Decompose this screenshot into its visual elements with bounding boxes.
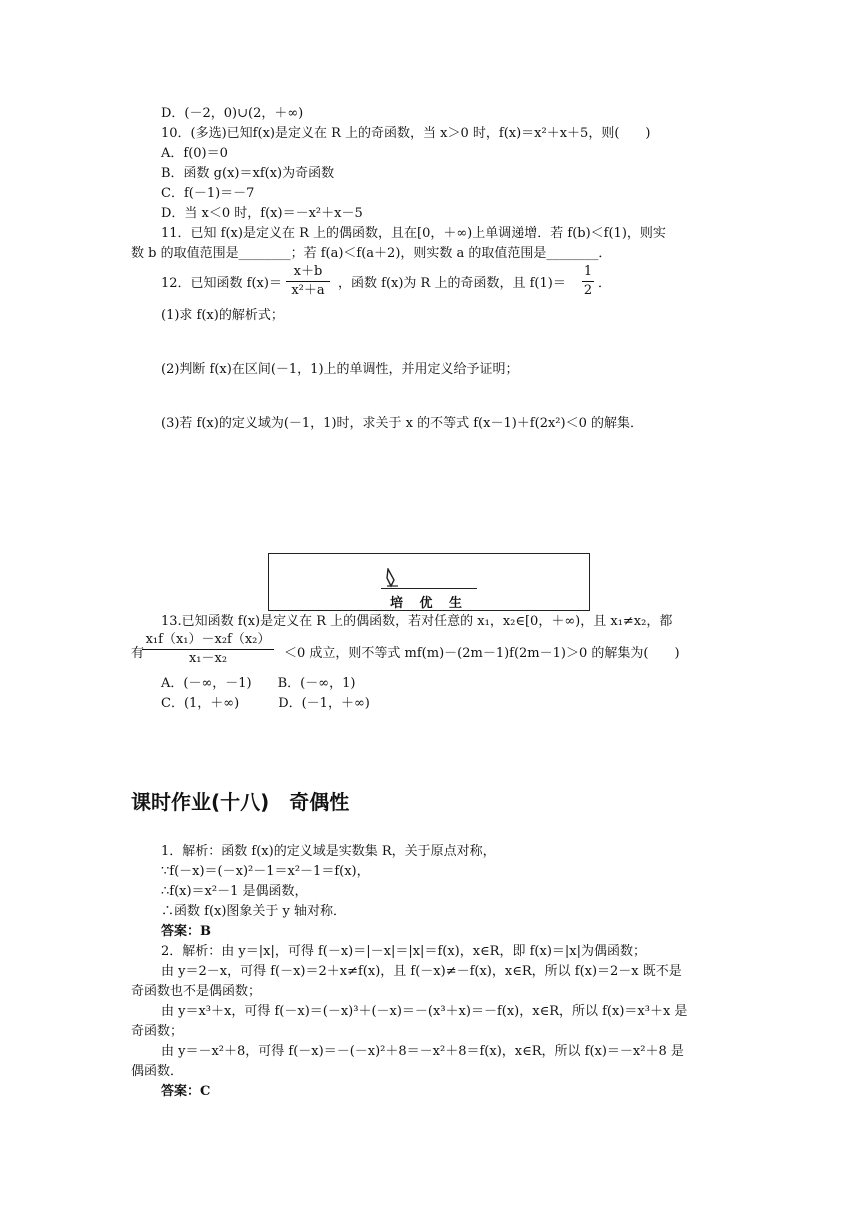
answer-2-line-6: 由 y＝－x²＋8，可得 f(－x)＝－(－x)²＋8＝－x²＋8＝f(x)，x∈R，所以 f(x)＝－x²＋8 是 xyxy=(161,1044,684,1059)
q9-option-d: D．(－2，0)∪(2，＋∞) xyxy=(161,106,304,121)
q11-line-2: 数 b 的取值范围是________；若 f(a)＜f(a＋2)，则实数 a 的取值范围是________． xyxy=(131,246,612,261)
q13-fraction-denominator: x₁－x₂ xyxy=(188,651,228,666)
section-box xyxy=(268,553,590,611)
q13-rest: ＜0 成立，则不等式 mf(m)－(2m－1)f(2m－1)＞0 的解集为( ) xyxy=(284,646,680,661)
q12-fraction xyxy=(286,264,330,299)
q10-stem: 10．(多选)已知f(x)是定义在 R 上的奇函数，当 x＞0 时，f(x)＝x²＋x＋5，则( ) xyxy=(161,126,651,141)
q10-option-b: B．函数 g(x)＝xf(x)为奇函数 xyxy=(161,166,335,181)
answer-2-line-5: 奇函数； xyxy=(131,1024,184,1039)
answer-1-line-4: ∴函数 f(x)图象关于 y 轴对称． xyxy=(161,904,347,919)
answer-1-line-3: ∴f(x)＝x²－1 是偶函数， xyxy=(161,884,308,899)
q12-end: ． xyxy=(598,276,612,291)
q12-fraction-denominator: x²＋a xyxy=(291,283,325,298)
section-box-label: 培 优 生 xyxy=(389,596,469,611)
answer-2-result: 答案：C xyxy=(161,1084,211,1099)
answer-2-line-7: 偶函数． xyxy=(131,1064,184,1079)
answer-2-line-4: 由 y＝x³＋x，可得 f(－x)＝(－x)³＋(－x)＝－(x³＋x)＝－f(x)，x∈R，所以 f(x)＝x³＋x 是 xyxy=(161,1004,688,1019)
answer-2-line-1: 2．解析：由 y＝|x|，可得 f(－x)＝|－x|＝|x|＝f(x)，x∈R，即 f(x)＝|x|为偶函数； xyxy=(161,944,646,959)
q12-part-1: (1)求 f(x)的解析式； xyxy=(161,308,284,323)
answer-1-line-1: 1．解析：函数 f(x)的定义域是实数集 R，关于原点对称， xyxy=(161,844,496,859)
q12-half-denominator: 2 xyxy=(583,283,593,298)
answer-2-line-2: 由 y＝2－x，可得 f(－x)＝2＋x≠f(x)，且 f(－x)≠－f(x)，x∈R，所以 f(x)＝2－x 既不是 xyxy=(161,964,682,979)
answer-1-line-2: ∵f(－x)＝(－x)²－1＝x²－1＝f(x)， xyxy=(161,864,370,879)
q13-you: 有 xyxy=(131,646,145,661)
q12-half-numerator: 1 xyxy=(583,264,593,279)
q11-line-1: 11．已知 f(x)是定义在 R 上的偶函数，且在[0，＋∞)上单调递增．若 f(b)＜f(1)，则实 xyxy=(161,226,666,241)
q13-options-cd: C．(1，＋∞) D．(－1，＋∞) xyxy=(161,696,370,711)
q13-fraction xyxy=(142,632,274,667)
q12-part-2: (2)判断 f(x)在区间(－1，1)上的单调性，并用定义给予证明； xyxy=(161,362,519,377)
q12-middle: ，函数 f(x)为 R 上的奇函数，且 f(1)＝ xyxy=(338,276,566,291)
q13-line-1: 13.已知函数 f(x)是定义在 R 上的偶函数，若对任意的 x₁，x₂∈[0，＋∞)，且 x₁≠x₂，都 xyxy=(161,614,673,629)
answer-2-line-3: 奇函数也不是偶函数； xyxy=(131,984,262,999)
q10-option-a: A．f(0)＝0 xyxy=(161,146,228,161)
q10-option-d: D．当 x＜0 时，f(x)＝－x²＋x－5 xyxy=(161,206,363,221)
q10-option-c: C．f(－1)＝－7 xyxy=(161,186,255,201)
q12-fraction-numerator: x＋b xyxy=(293,264,323,279)
q13-fraction-numerator: x₁f（x₁）－x₂f（x₂） xyxy=(145,632,271,647)
q12-prefix: 12．已知函数 f(x)＝ xyxy=(161,276,282,291)
q13-options-ab: A．(－∞，－1) B．(－∞，1) xyxy=(161,676,356,691)
q12-part-3: (3)若 f(x)的定义域为(－1，1)时，求关于 x 的不等式 f(x－1)＋f(2x²)＜0 的解集． xyxy=(161,416,643,431)
q12-half xyxy=(582,264,594,299)
answer-1-result: 答案：B xyxy=(161,924,211,939)
answers-title: 课时作业(十八) 奇偶性 xyxy=(131,790,350,814)
